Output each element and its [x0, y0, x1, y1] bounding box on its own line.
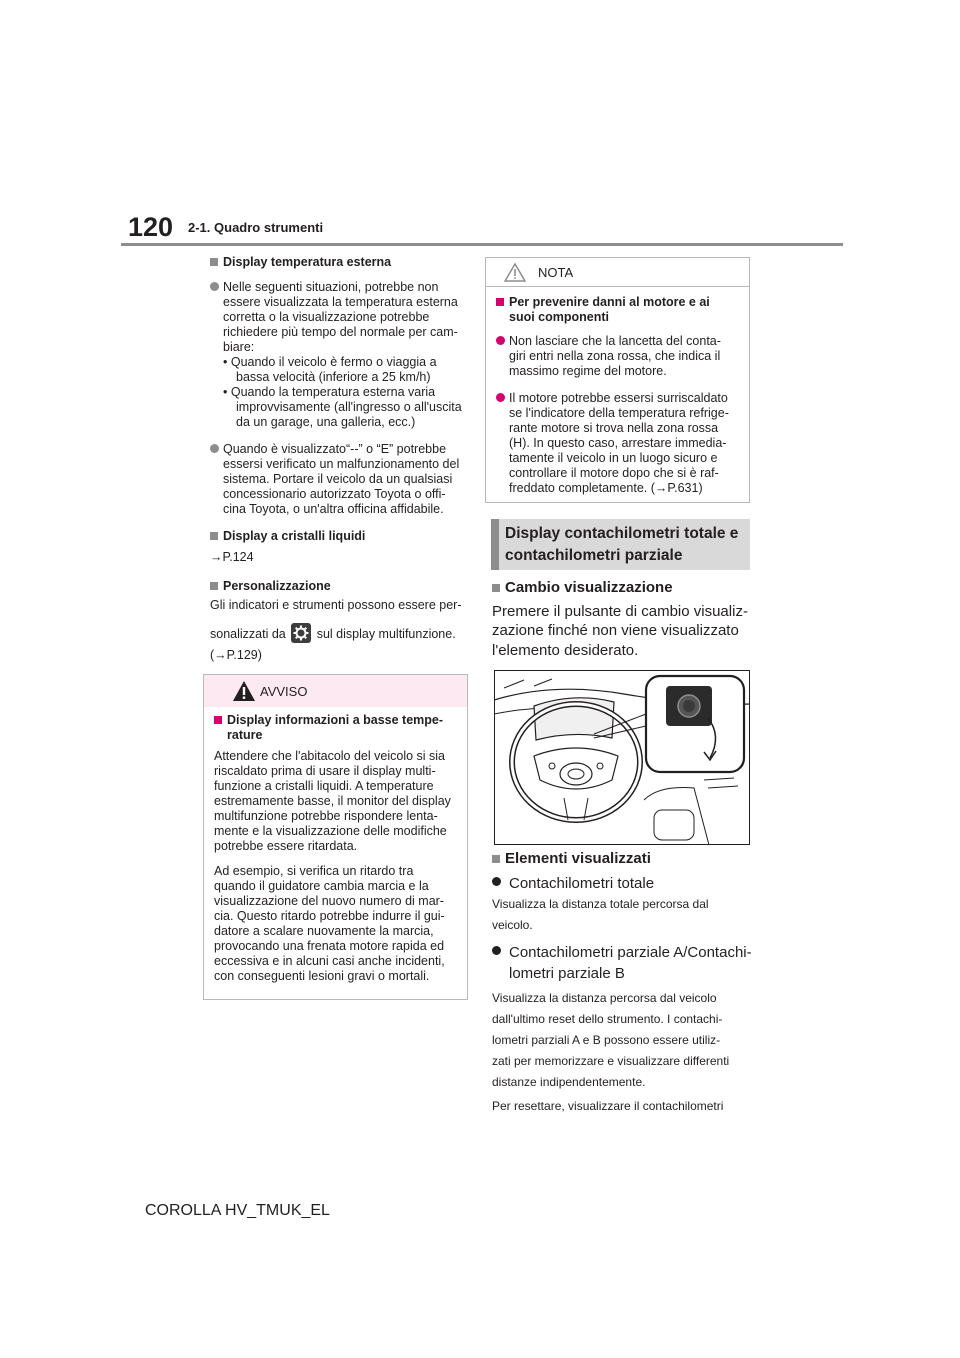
- round-bullet-icon: [210, 444, 219, 453]
- left-column: [210, 255, 470, 663]
- notice-box-header: [486, 258, 749, 287]
- gear-icon: [291, 623, 311, 643]
- item-odometer-desc: Visualizza la distanza totale percorsa dal veicolo.: [492, 897, 709, 932]
- change-display-text: Premere il pulsante di cambio visualiz- zazione finché non viene visualizzato l'elemento desiderato.: [492, 602, 748, 659]
- warning-box: [203, 674, 468, 1000]
- square-bullet-icon: [492, 855, 500, 863]
- footer-model: COROLLA HV_TMUK_EL: [145, 1202, 330, 1219]
- right-column-top: [492, 578, 750, 660]
- outside-temp-bullet-2: Quando è visualizzato“--” o “E” potrebbe essersi verificato un malfunzionamento del sistema. Portare il veicolo da un qualsiasi concessionario autorizzato Toyota o offi- cina Toyota, o un'altra officina affidabile.: [210, 442, 470, 517]
- warning-box-paragraph-2: Ad esempio, si verifica un ritardo tra quando il guidatore cambia marcia e la visualizzazione del nuovo numero di mar- cia. Questo ritardo potrebbe indurre il gui- datore a scalare nuovamente la marcia, provocando una frenata motore rapida ed eccessiva e in alcuni casi anche incidenti, con conseguenti lesioni gravi o mortali.: [214, 864, 445, 983]
- square-bullet-icon: [210, 532, 218, 540]
- warning-box-body: [204, 707, 467, 984]
- item-odometer: Contachilometri totale: [492, 874, 754, 894]
- notice-box-bullet-2: Il motore potrebbe essersi surriscaldato se l'indicatore della temperatura refrige- rante motore si trova nella zona rossa (H). In questo caso, arrestare immedia- tamente il veicolo in un luogo sicuro e controllare il motore dopo che si è raf- freddato completamente. (→P.631): [496, 391, 739, 496]
- warning-box-paragraph-1: Attendere che l'abitacolo del veicolo si sia riscaldato prima di usare il display multi- funzione a cristalli liquidi. A temperature estremamente basse, il monitor del display multifunzione potrebbe rispondere lenta- mente e la visualizzazione delle modifiche potrebbe essere ritardata.: [214, 749, 451, 853]
- square-bullet-icon: [492, 584, 500, 592]
- section-heading-odometer: [491, 519, 750, 570]
- round-bullet-icon: [492, 877, 501, 886]
- item-trip-meter-desc: Visualizza la distanza percorsa dal veicolo dall'ultimo reset dello strumento. I contachi- lometri parziali A e B possono essere utiliz- zati per memorizzare e visualizzare differenti distanze indipendentemente. Per resettare, visualizzare il contachilometri: [492, 991, 730, 1113]
- customize-page-ref[interactable]: (→P.129): [210, 648, 262, 662]
- change-display-title: Cambio visualizzazione: [492, 578, 750, 598]
- warning-box-title: Display informazioni a basse tempe- rature: [214, 713, 457, 743]
- square-bullet-icon: [496, 298, 504, 306]
- notice-box-label: NOTA: [538, 265, 574, 280]
- round-bullet-icon: [496, 393, 505, 402]
- notice-box-body: [486, 287, 749, 496]
- warning-triangle-icon: [232, 680, 256, 707]
- outside-temp-bullet-1: Nelle seguenti situazioni, potrebbe non essere visualizzata la temperatura esterna corretta o la visualizzazione potrebbe richiedere più tempo del normale per cam- biare: • Quando il veicolo è fermo o viaggia a bassa velocità (inferiore a 25 km/h) • Quando la temperatura esterna varia improvvisamente (all'ingresso o all'uscita da un garage, una galleria, ecc.): [210, 280, 470, 430]
- header-rule: [121, 243, 843, 246]
- chapter-title: 2-1. Quadro strumenti: [188, 220, 324, 235]
- section-customize-title: Personalizzazione: [210, 579, 470, 594]
- page-number: 120: [128, 212, 174, 242]
- round-bullet-icon: [210, 282, 219, 291]
- section-lcd-title: Display a cristalli liquidi: [210, 529, 470, 544]
- item-trip-meter: Contachilometri parziale A/Contachi- lometri parziale B: [492, 942, 754, 984]
- right-column-bottom: [492, 849, 754, 1117]
- square-bullet-icon: [210, 582, 218, 590]
- displayed-items-title: Elementi visualizzati: [492, 849, 754, 869]
- round-bullet-icon: [492, 946, 501, 955]
- section-heading-text: Display contachilometri totale e contachilometri parziale: [505, 525, 739, 564]
- square-bullet-icon: [214, 716, 222, 724]
- section-outside-temp-title: Display temperatura esterna: [210, 255, 470, 270]
- warning-triangle-icon: [504, 263, 526, 287]
- notice-box-bullet-1: Non lasciare che la lancetta del conta- giri entri nella zona rossa, che indica il massimo regime del motore.: [496, 334, 739, 379]
- square-bullet-icon: [210, 258, 218, 266]
- section-heading-bar: [491, 519, 499, 570]
- notice-box: [485, 257, 750, 503]
- warning-box-header: [204, 675, 467, 707]
- lcd-page-ref[interactable]: →P.124: [210, 550, 254, 564]
- customize-line-1: Gli indicatori e strumenti possono essere per-: [210, 598, 462, 612]
- customize-line-2: sonalizzati da sul display multifunzione.: [210, 622, 470, 646]
- steering-wheel-illustration: [494, 670, 750, 845]
- notice-box-title: Per prevenire danni al motore e ai suoi componenti: [496, 295, 739, 325]
- warning-box-label: AVVISO: [260, 684, 308, 699]
- round-bullet-icon: [496, 336, 505, 345]
